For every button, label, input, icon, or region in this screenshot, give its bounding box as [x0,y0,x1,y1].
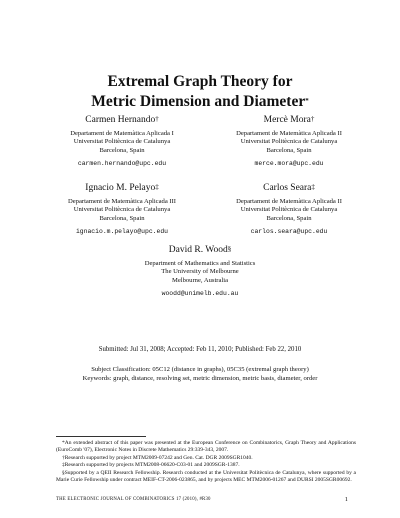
author-email[interactable]: carlos.seara@upc.edu [250,228,328,236]
author-city: Melbourne, Australia [171,276,229,284]
title-line-2: Metric Dimension and Diameter* [91,93,309,110]
author-department: Departament de Matemàtica Aplicada II [236,130,342,137]
footnote-rule [56,436,146,437]
author-city: Barcelona, Spain [266,146,312,154]
author-university: Universitat Politècnica de Catalunya [73,138,171,146]
paper-title [0,72,400,112]
footnote: †Research supported by project MTM2009-07242 and Gen. Cat. DGR 2009SGR1040. [62,454,253,461]
author-block-hernando [52,114,192,168]
footnote: ‡Research supported by projects MTM2008-06620-C03-01 and 2009SGR-1387. [62,462,240,468]
author-block-seara [214,182,364,236]
author-university: Universitat Politècnica de Catalunya [73,206,171,214]
title-line-1: Extremal Graph Theory for [107,73,293,90]
author-university: Universitat Politècnica de Catalunya [240,138,338,146]
author-name: Carmen Hernando† [85,115,159,125]
author-name: David R. Wood§ [168,245,232,255]
footnotes [56,440,356,484]
author-email[interactable]: carmen.hernando@upc.edu [77,160,167,168]
author-email[interactable]: ignacio.m.pelayo@upc.edu [75,228,169,236]
page-number: 1 [344,496,348,503]
classification-block [30,365,370,383]
footnote: *An extended abstract of this paper was presented at the European Conference on Combinatorics, Graph Theory and Applications (EuroComb '07), Electronic Notes in Discrete Mathematics 29:339-343, 2007. [56,440,356,453]
author-name: Mercè Mora† [263,115,315,125]
author-city: Barcelona, Spain [99,146,145,154]
author-university: The University of Melbourne [161,268,239,276]
author-department: Department of Mathematics and Statistics [144,260,256,267]
author-department: Departament de Matemàtica Aplicada II [236,198,342,205]
subject-classification: Subject Classification: 05C12 (distance in graphs), 05C35 (extremal graph theory) [91,366,309,373]
author-email[interactable]: merce.mora@upc.edu [254,160,324,168]
author-name: Ignacio M. Pelayo‡ [85,183,159,193]
author-department: Departament de Matemàtica Aplicada III [67,198,176,205]
author-department: Departament de Matemàtica Aplicada I [70,130,174,137]
page-footer [56,497,348,502]
author-name: Carlos Seara‡ [263,183,315,193]
author-email[interactable]: woodd@unimelb.edu.au [161,290,239,298]
footnote: §Supported by a QEII Research Fellowship. Research conducted at the Universitat Politècnica de Catalunya, where supported by a Marie Curie Fellowship under contract MEIF-CT-2006-023865, and by projects MEC MTM2006-01267 and DURSI 2005SGR00692. [56,469,356,483]
author-block-mora [214,114,364,168]
author-block-wood [100,244,300,298]
journal-citation: THE ELECTRONIC JOURNAL OF COMBINATORICS 17 (2010), #R30 [56,497,211,502]
keywords: Keywords: graph, distance, resolving set, metric dimension, metric basis, diameter, order [82,375,318,382]
author-block-pelayo [52,182,192,236]
submission-dates: Submitted: Jul 31, 2008; Accepted: Feb 11, 2010; Published: Feb 22, 2010 [98,346,302,353]
author-city: Barcelona, Spain [99,214,145,222]
author-city: Barcelona, Spain [266,214,312,222]
author-university: Universitat Politècnica de Catalunya [240,206,338,214]
title-footnote-mark: * [305,97,309,105]
